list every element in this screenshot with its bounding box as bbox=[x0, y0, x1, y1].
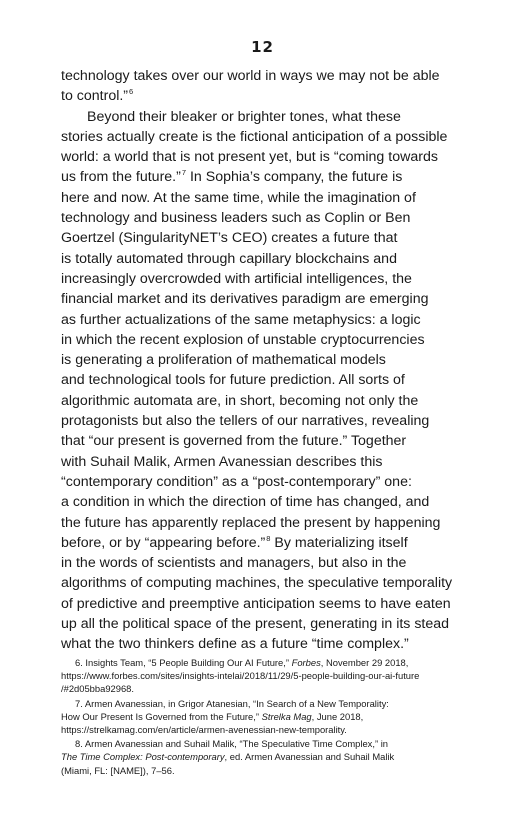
body-text-span: to control.” bbox=[61, 88, 129, 105]
footnote-ref-8[interactable]: 8 bbox=[266, 533, 271, 543]
body-text-span: In Sophia’s company, the future is bbox=[186, 169, 403, 186]
body-line: is totally automated through capillary blockchains and bbox=[61, 250, 397, 267]
footnote-6 bbox=[61, 656, 481, 696]
body-line: increasingly overcrowded with artificial intelligences, the bbox=[61, 270, 412, 287]
footnote-italic: The Time Complex: Post-contemporary bbox=[61, 751, 225, 763]
body-text-span: before, or by “appearing before.” bbox=[61, 534, 266, 551]
body-text-span: By materializing itself bbox=[270, 534, 408, 551]
footnote-url[interactable]: https://strelkamag.com/en/article/armen-avenessian-new-temporality. bbox=[61, 724, 347, 736]
body-line: algorithms of computing machines, the speculative temporality bbox=[61, 575, 453, 592]
footnote-line bbox=[61, 656, 481, 669]
body-line: “contemporary condition” as a “post-contemporary” one: bbox=[61, 473, 412, 490]
footnote-7 bbox=[61, 697, 481, 737]
footnote-line bbox=[61, 710, 481, 723]
footnote-line: (Miami, FL: [NAME]), 7–56. bbox=[61, 764, 175, 776]
footnote-url[interactable]: /#2d05bba92968. bbox=[61, 683, 134, 695]
body-line: with Suhail Malik, Armen Avanessian describes this bbox=[61, 453, 383, 470]
footnote-text: , June 2018, bbox=[311, 710, 364, 722]
footnotes bbox=[61, 656, 481, 778]
body-line bbox=[61, 167, 473, 187]
body-line: the future has apparently replaced the present by happening bbox=[61, 514, 441, 531]
footnote-line bbox=[61, 750, 481, 763]
footnote-line: 8. Armen Avanessian and Suhail Malik, “The Speculative Time Complex,” in bbox=[75, 738, 388, 750]
body-line: Beyond their bleaker or brighter tones, what these bbox=[87, 108, 401, 125]
body-line: that “our present is governed from the future.” Together bbox=[61, 433, 407, 450]
footnote-line: 7. Armen Avanessian, in Grigor Atanesian, “In Search of a New Temporality: bbox=[75, 697, 389, 709]
footnote-8 bbox=[61, 737, 481, 777]
footnote-ref-6[interactable]: 6 bbox=[129, 87, 134, 97]
body-line: here and now. At the same time, while the imagination of bbox=[61, 189, 416, 206]
footnote-ref-7[interactable]: 7 bbox=[181, 168, 187, 178]
body-line: of predictive and preemptive anticipation seems to have eaten bbox=[61, 595, 451, 612]
body-line bbox=[61, 533, 473, 553]
body-line: world: a world that is not present yet, but is “coming towards bbox=[61, 149, 438, 166]
body-line: technology takes over our world in ways we may not be able bbox=[61, 68, 440, 84]
footnote-text: How Our Present Is Governed from the Future,” bbox=[61, 710, 259, 722]
body-line: technology and business leaders such as Coplin or Ben bbox=[61, 210, 411, 227]
footnote-url[interactable]: https://www.forbes.com/sites/insights-intelai/2018/11/29/5-people-building-our-ai-future bbox=[61, 670, 420, 682]
body-line: in which the recent explosion of unstable cryptocurrencies bbox=[61, 331, 425, 348]
body-line: algorithmic automata are, in short, becoming not only the bbox=[61, 392, 419, 409]
body-line: what the two thinkers define as a future “time complex.” bbox=[61, 636, 409, 653]
footnote-italic: Forbes bbox=[291, 657, 321, 668]
body-line: is generating a proliferation of mathematical models bbox=[61, 352, 386, 369]
body-line: Goertzel (SingularityNET’s CEO) creates a future that bbox=[61, 230, 398, 247]
body-text-span: us from the future.” bbox=[61, 169, 181, 186]
body-line: and technological tools for future prediction. All sorts of bbox=[61, 372, 405, 389]
footnote-text: , November 29 2018, bbox=[320, 657, 409, 668]
body-text bbox=[61, 66, 473, 655]
body-line: up all the political space of the present, generating in its stead bbox=[61, 616, 450, 633]
footnote-text: , ed. Armen Avanessian and Suhail Malik bbox=[224, 751, 395, 763]
body-line: stories actually create is the fictional anticipation of a possible bbox=[61, 128, 448, 145]
body-line: as further actualizations of the same metaphysics: a logic bbox=[61, 311, 421, 328]
footnote-italic: Strelka Mag bbox=[261, 710, 312, 722]
footnote-text: 6. Insights Team, “5 People Building Our AI Future,” bbox=[75, 657, 289, 668]
body-line: a condition in which the direction of time has changed, and bbox=[61, 494, 430, 511]
body-line: financial market and its derivatives paradigm are emerging bbox=[61, 291, 429, 308]
body-line: protagonists but also the tellers of our narratives, revealing bbox=[61, 413, 430, 430]
page-number: 12 bbox=[251, 38, 274, 56]
body-line: in the words of scientists and managers, but also in the bbox=[61, 555, 407, 572]
body-line bbox=[61, 86, 473, 106]
